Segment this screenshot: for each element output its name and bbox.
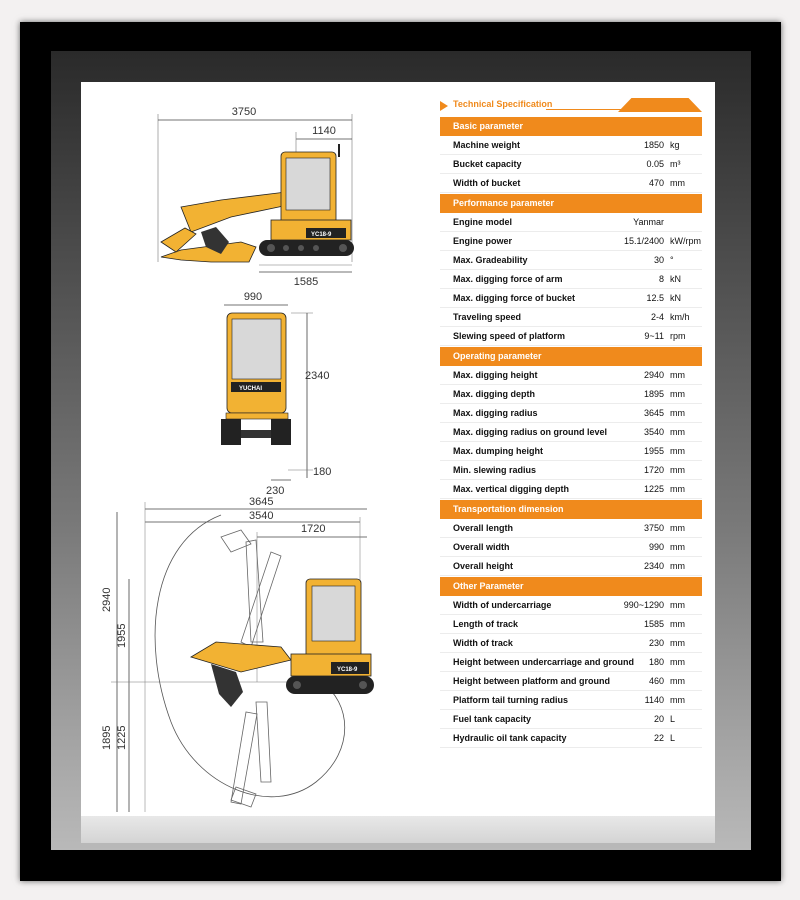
spec-row (440, 155, 702, 174)
spec-row (440, 710, 702, 729)
track-length-label: 1585 (293, 276, 319, 288)
spec-row (440, 366, 702, 385)
working-model-label: YC18-9 (337, 667, 358, 673)
spec-value: 1895 (643, 389, 664, 399)
spec-label: Fuel tank capacity (453, 714, 532, 724)
spec-row (440, 653, 702, 672)
vertical-depth-label: 1225 (116, 725, 128, 750)
spec-label: Engine power (453, 236, 513, 246)
tail-radius-label: 1140 (312, 125, 336, 137)
spec-label: Max. dumping height (453, 446, 543, 456)
spec-title: Technical Specification (453, 99, 553, 109)
section-header: Performance parameter (440, 194, 702, 213)
spec-row (440, 174, 702, 193)
track-width-label: 230 (266, 485, 285, 497)
spec-value: 1585 (643, 619, 664, 629)
spec-unit: mm (670, 695, 685, 705)
spec-label: Width of track (453, 638, 513, 648)
spec-unit: km/h (670, 312, 690, 322)
spec-label: Max. digging force of arm (453, 274, 563, 284)
spec-value: 15.1/2400 (623, 236, 664, 246)
working-range-view (101, 496, 374, 812)
spec-unit: mm (670, 523, 685, 533)
dimension-drawings (81, 82, 401, 816)
spec-value: Yanmar (633, 217, 664, 227)
section-header: Operating parameter (440, 347, 702, 366)
spec-label: Max. digging radius (453, 408, 538, 418)
spec-value: 470 (648, 178, 664, 188)
spec-unit: mm (670, 676, 685, 686)
front-width-label: 990 (243, 291, 263, 303)
spec-label: Hydraulic oil tank capacity (453, 733, 567, 743)
spec-value: 2940 (643, 370, 664, 380)
spec-label: Width of bucket (453, 178, 521, 188)
spec-unit: mm (670, 542, 685, 552)
frame-inner-border (51, 51, 751, 850)
spec-value: 1225 (643, 484, 664, 494)
section-header: Transportation dimension (440, 500, 702, 519)
spec-value: 1720 (643, 465, 664, 475)
spec-unit: L (670, 733, 676, 743)
spec-label: Max. vertical digging depth (453, 484, 570, 494)
spec-unit: mm (670, 408, 685, 418)
spec-value: 0.05 (646, 159, 664, 169)
spec-unit: kN (670, 293, 681, 303)
spec-value: 1850 (643, 140, 664, 150)
slew-radius-label: 1720 (301, 523, 326, 535)
spec-unit: mm (670, 484, 685, 494)
spec-header (440, 98, 702, 116)
spec-label: Traveling speed (453, 312, 522, 322)
spec-label: Bucket capacity (453, 159, 522, 169)
sheet-bottom-edge (81, 816, 715, 843)
spec-value: 3645 (643, 408, 664, 418)
spec-row (440, 308, 702, 327)
excavator-front (221, 313, 291, 445)
spec-unit: mm (670, 561, 685, 571)
overall-length-label: 3750 (231, 106, 257, 118)
spec-value: 990 (648, 542, 664, 552)
spec-value: 30 (653, 255, 664, 265)
spec-unit: mm (670, 370, 685, 380)
side-model-label: YC18-9 (311, 232, 332, 238)
spec-value: 3540 (643, 427, 664, 437)
spec-row (440, 232, 702, 251)
spec-value: 2340 (643, 561, 664, 571)
spec-label: Overall height (453, 561, 514, 571)
spec-label: Length of track (453, 619, 519, 629)
spec-label: Machine weight (453, 140, 521, 150)
header-tab (618, 98, 702, 112)
max-depth-label: 1895 (101, 725, 113, 750)
spec-row (440, 538, 702, 557)
excavator-side (161, 144, 354, 262)
spec-row (440, 251, 702, 270)
spec-label: Engine model (453, 217, 513, 227)
spec-label: Max. digging radius on ground level (453, 427, 608, 437)
spec-row (440, 634, 702, 653)
spec-label: Platform tail turning radius (453, 695, 569, 705)
spec-value: 12.5 (646, 293, 664, 303)
spec-value: 9~11 (644, 331, 664, 341)
spec-unit: mm (670, 427, 685, 437)
spec-label: Max. digging force of bucket (453, 293, 576, 303)
spec-label: Height between platform and ground (453, 676, 610, 686)
spec-value: 460 (648, 676, 664, 686)
spec-label: Width of undercarriage (453, 600, 552, 610)
spec-row (440, 461, 702, 480)
spec-row (440, 327, 702, 346)
spec-table (440, 117, 702, 748)
spec-row (440, 270, 702, 289)
spec-unit: mm (670, 638, 685, 648)
spec-unit: mm (670, 178, 685, 188)
spec-unit: mm (670, 600, 685, 610)
spec-label: Max. Gradeability (453, 255, 528, 265)
spec-value: 8 (658, 274, 664, 284)
front-brand-label: YUCHAI (239, 386, 263, 392)
spec-row (440, 213, 702, 232)
spec-row (440, 615, 702, 634)
spec-row (440, 480, 702, 499)
spec-value: 180 (648, 657, 664, 667)
max-radius-label: 3645 (249, 496, 274, 508)
spec-value: 2-4 (650, 312, 664, 322)
spec-unit: mm (670, 657, 685, 667)
spec-row (440, 729, 702, 748)
spec-row (440, 404, 702, 423)
technical-specification-panel (440, 98, 702, 748)
spec-row (440, 385, 702, 404)
header-rule (546, 109, 626, 110)
spec-row (440, 289, 702, 308)
spec-label: Min. slewing radius (453, 465, 537, 475)
spec-unit: kN (670, 274, 681, 284)
ground-radius-label: 3540 (249, 510, 274, 522)
spec-label: Max. digging depth (453, 389, 535, 399)
spec-unit: mm (670, 389, 685, 399)
spec-label: Overall length (453, 523, 514, 533)
spec-label: Height between undercarriage and ground (453, 657, 635, 667)
spec-unit: ° (670, 255, 674, 265)
dump-height-label: 1955 (116, 623, 128, 648)
spec-value: 22 (653, 733, 664, 743)
spec-unit: rpm (670, 331, 686, 341)
spec-row (440, 596, 702, 615)
spec-unit: kW/rpm (670, 236, 701, 246)
front-height-label: 2340 (305, 370, 330, 382)
spec-unit: kg (670, 140, 680, 150)
spec-label: Max. digging height (453, 370, 538, 380)
spec-unit: mm (670, 465, 685, 475)
side-view (158, 106, 354, 288)
max-height-label: 2940 (101, 587, 113, 612)
spec-unit: L (670, 714, 676, 724)
spec-sheet (81, 82, 715, 816)
spec-row (440, 691, 702, 710)
spec-unit: mm (670, 619, 685, 629)
excavator-working (191, 579, 374, 707)
ground-clearance-label: 180 (313, 466, 332, 478)
spec-value: 20 (653, 714, 664, 724)
spec-value: 990~1290 (623, 600, 664, 610)
spec-label: Slewing speed of platform (453, 331, 566, 341)
spec-row (440, 557, 702, 576)
section-header: Basic parameter (440, 117, 702, 136)
spec-value: 3750 (643, 523, 664, 533)
section-header: Other Parameter (440, 577, 702, 596)
front-view (221, 291, 331, 497)
picture-frame (20, 22, 781, 881)
spec-row (440, 136, 702, 155)
spec-unit: m³ (670, 159, 681, 169)
spec-row (440, 442, 702, 461)
spec-row (440, 672, 702, 691)
spec-label: Overall width (453, 542, 510, 552)
spec-value: 1955 (643, 446, 664, 456)
spec-row (440, 519, 702, 538)
spec-row (440, 423, 702, 442)
play-triangle-icon (440, 101, 448, 111)
spec-value: 1140 (644, 695, 664, 705)
spec-unit: mm (670, 446, 685, 456)
spec-value: 230 (648, 638, 664, 648)
